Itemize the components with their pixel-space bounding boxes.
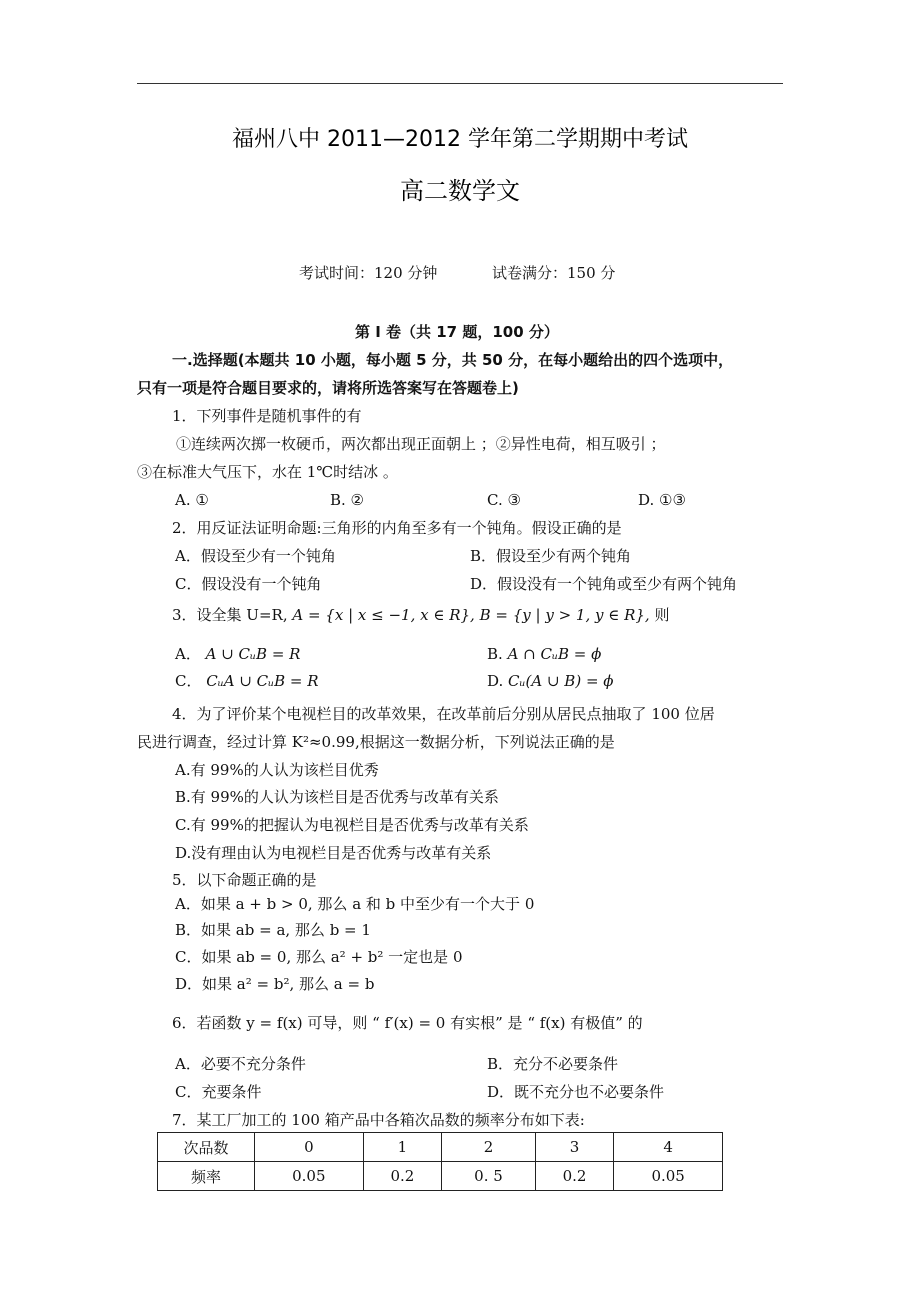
q2-option-c: C．假设没有一个钝角 xyxy=(175,575,322,593)
q2-option-d: D．假设没有一个钝角或至少有两个钝角 xyxy=(470,575,738,593)
header-rule xyxy=(137,83,783,84)
q1-line-2: ③在标准大气压下，水在 1℃时结冰 。 xyxy=(137,463,398,481)
q3-option-c xyxy=(175,671,319,691)
q6-option-d: D．既不充分也不必要条件 xyxy=(487,1083,665,1101)
table-cell: 0.2 xyxy=(363,1162,442,1191)
q4-option-d: D.没有理由认为电视栏目是否优秀与改革有关系 xyxy=(175,844,492,862)
q5-option-d: D．如果 a² = b², 那么 a = b xyxy=(175,975,375,993)
q2-stem: 2．用反证法证明命题:三角形的内角至多有一个钝角。假设正确的是 xyxy=(172,519,622,537)
exam-subtitle: 高二数学文 xyxy=(400,177,520,205)
table-cell: 4 xyxy=(614,1133,723,1162)
q1-option-b: B. ② xyxy=(330,491,365,509)
table-cell: 0.2 xyxy=(535,1162,614,1191)
q3-stem-prefix: 3．设全集 U=R, xyxy=(172,606,288,624)
q5-stem: 5．以下命题正确的是 xyxy=(172,871,317,889)
table-row xyxy=(158,1162,723,1191)
table-row xyxy=(158,1133,723,1162)
exam-title: 福州八中 2011—2012 学年第二学期期中考试 xyxy=(232,127,688,152)
q2-option-a: A．假设至少有一个钝角 xyxy=(175,547,336,565)
part-heading: 第 I 卷（共 17 题，100 分） xyxy=(355,323,559,341)
q3-option-d xyxy=(487,671,614,691)
table-cell: 0.05 xyxy=(614,1162,723,1191)
q3-option-a-label: A． xyxy=(175,645,201,663)
q4-option-c: C.有 99%的把握认为电视栏目是否优秀与改革有关系 xyxy=(175,816,529,834)
q1-option-d: D. ①③ xyxy=(638,491,686,509)
q4-option-b: B.有 99%的人认为该栏目是否优秀与改革有关系 xyxy=(175,788,499,806)
q7-stem: 7．某工厂加工的 100 箱产品中各箱次品数的频率分布如下表: xyxy=(172,1111,585,1129)
q4-line-2: 民进行调查，经过计算 K²≈0.99,根据这一数据分析，下列说法正确的是 xyxy=(137,733,615,751)
q2-option-b: B．假设至少有两个钝角 xyxy=(470,547,632,565)
q3-option-b-text: A ∩ CᵤB = ϕ xyxy=(507,645,602,663)
full-score: 试卷满分：150 分 xyxy=(492,264,616,282)
q1-line-1: ①连续两次掷一枚硬币，两次都出现正面朝上 ；②异性电荷，相互吸引 ； xyxy=(176,435,666,453)
q3-option-a xyxy=(175,644,300,664)
exam-time: 考试时间：120 分钟 xyxy=(299,264,438,282)
q4-option-a: A.有 99%的人认为该栏目优秀 xyxy=(175,761,379,779)
table-header-cell: 频率 xyxy=(158,1162,255,1191)
table-header-cell: 次品数 xyxy=(158,1133,255,1162)
q1-option-a: A. ① xyxy=(175,491,209,509)
frequency-table xyxy=(157,1132,723,1191)
table-cell: 0.05 xyxy=(255,1162,364,1191)
q6-option-a: A．必要不充分条件 xyxy=(175,1055,306,1073)
q3-option-c-text: CᵤA ∪ CᵤB = R xyxy=(206,672,319,690)
q3-option-a-text: A ∪ CᵤB = R xyxy=(205,645,301,663)
q1-option-c: C. ③ xyxy=(487,491,521,509)
q3-option-c-label: C． xyxy=(175,672,202,690)
q6-stem: 6．若函数 y = f(x) 可导，则 “ f′(x) = 0 有实根” 是 “ f(x) 有极值” 的 xyxy=(172,1014,643,1032)
q4-line-1: 4．为了评价某个电视栏目的改革效果，在改革前后分别从居民点抽取了 100 位居 xyxy=(172,705,715,723)
section-instructions-2: 只有一项是符合题目要求的，请将所选答案写在答题卷上) xyxy=(137,379,519,397)
q3-stem-suffix: 则 xyxy=(654,606,670,624)
q5-option-b: B．如果 ab = a, 那么 b = 1 xyxy=(175,921,371,939)
section-instructions-1: 一.选择题(本题共 10 小题，每小题 5 分，共 50 分，在每小题给出的四个选项中， xyxy=(172,351,734,369)
table-cell: 3 xyxy=(535,1133,614,1162)
q3-option-b xyxy=(487,644,601,664)
table-cell: 0. 5 xyxy=(442,1162,536,1191)
q3-option-d-text: Cᵤ(A ∪ B) = ϕ xyxy=(508,672,614,690)
table-cell: 0 xyxy=(255,1133,364,1162)
q3-option-b-label: B. xyxy=(487,645,503,663)
q1-stem: 1．下列事件是随机事件的有 xyxy=(172,407,362,425)
table-cell: 1 xyxy=(363,1133,442,1162)
table-cell: 2 xyxy=(442,1133,536,1162)
q6-option-c: C．充要条件 xyxy=(175,1083,262,1101)
q5-option-c: C．如果 ab = 0, 那么 a² + b² 一定也是 0 xyxy=(175,948,463,966)
q3-option-d-label: D. xyxy=(487,672,504,690)
q3-stem-math: A = {x | x ≤ −1, x ∈ R}, B = {y | y > 1, y ∈ R}, xyxy=(292,606,650,624)
q5-option-a: A．如果 a + b > 0, 那么 a 和 b 中至少有一个大于 0 xyxy=(175,895,535,913)
q6-option-b: B．充分不必要条件 xyxy=(487,1055,619,1073)
q3-stem xyxy=(172,605,670,625)
